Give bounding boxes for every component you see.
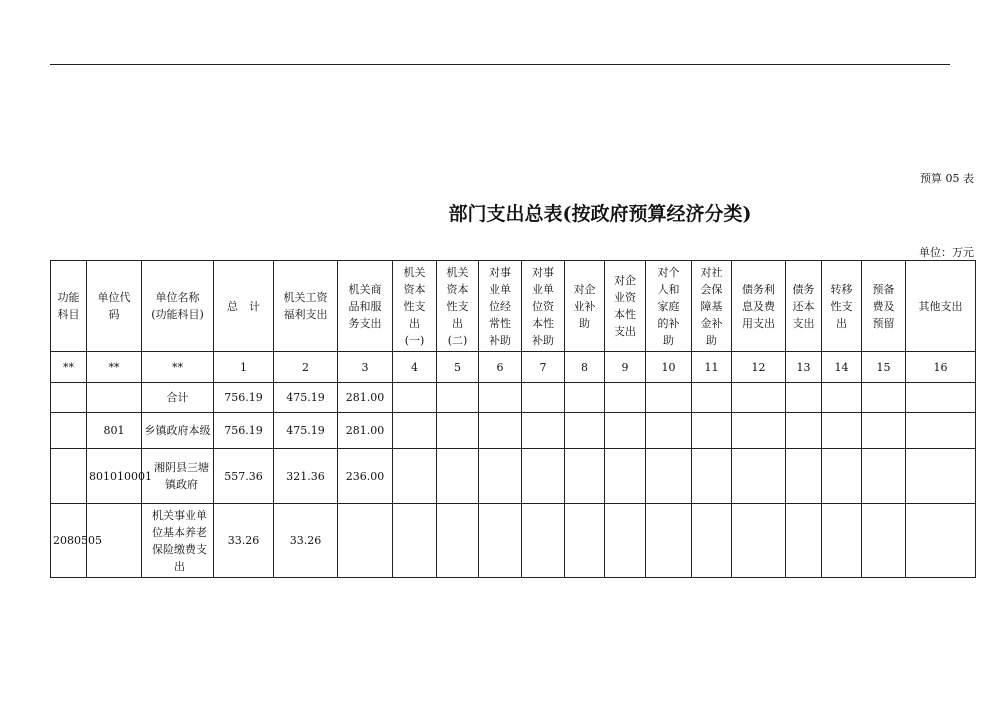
total-cell: 33.26 [214,504,274,578]
wage-cell: 475.19 [274,413,338,449]
page-title: 部门支出总表(按政府预算经济分类) [448,203,752,225]
index-row [51,352,976,383]
index-cell: 12 [732,352,786,383]
unit-name-cell: 湘阴县三塘镇政府 [142,449,214,504]
table-row [51,449,976,504]
goods-cell: 236.00 [338,449,393,504]
header-cell: 机关工资 福利支出 [274,261,338,352]
index-cell: 7 [522,352,565,383]
index-cell: 9 [605,352,646,383]
total-cell: 756.19 [214,383,274,413]
index-cell: ** [87,352,142,383]
header-cell: 单位名称 (功能科目) [142,261,214,352]
index-cell: 3 [338,352,393,383]
unit-label: 单位：万元 [919,246,974,259]
header-cell: 转移 性支 出 [822,261,862,352]
header-cell: 对事 业单 位资 本性 补助 [522,261,565,352]
header-cell: 债务 还本 支出 [786,261,822,352]
index-cell: 4 [393,352,437,383]
index-cell: 13 [786,352,822,383]
index-cell: 5 [437,352,479,383]
index-cell: 2 [274,352,338,383]
index-cell: 16 [906,352,976,383]
header-cell: 单位代 码 [87,261,142,352]
index-cell: 15 [862,352,906,383]
header-cell: 总 计 [214,261,274,352]
func-code-cell [51,383,87,413]
header-cell: 对个 人和 家庭 的补 助 [646,261,692,352]
header-cell: 预备 费及 预留 [862,261,906,352]
wage-cell: 475.19 [274,383,338,413]
header-cell: 机关 资本 性支 出 (一) [393,261,437,352]
index-cell: 10 [646,352,692,383]
func-code-cell [51,449,87,504]
table-row [51,413,976,449]
goods-cell: 281.00 [338,413,393,449]
func-code-cell: 2080505 [51,504,87,578]
wage-cell: 321.36 [274,449,338,504]
index-cell: 11 [692,352,732,383]
table-row [51,383,976,413]
index-cell: 1 [214,352,274,383]
form-number: 预算 05 表 [920,172,974,185]
index-cell: ** [51,352,87,383]
index-cell: 8 [565,352,605,383]
unit-name-cell: 乡镇政府本级 [142,413,214,449]
expenditure-table [50,260,976,578]
index-cell: 6 [479,352,522,383]
unit-name-cell: 合计 [142,383,214,413]
unit-name-cell: 机关事业单位基本养老保险缴费支出 [142,504,214,578]
wage-cell: 33.26 [274,504,338,578]
goods-cell [338,504,393,578]
func-code-cell [51,413,87,449]
total-cell: 557.36 [214,449,274,504]
header-cell: 对企 业资 本性 支出 [605,261,646,352]
header-cell: 对事 业单 位经 常性 补助 [479,261,522,352]
index-cell: 14 [822,352,862,383]
header-cell: 机关 资本 性支 出 (二) [437,261,479,352]
header-cell: 债务利 息及费 用支出 [732,261,786,352]
table-row [51,504,976,578]
header-cell: 功能 科目 [51,261,87,352]
unit-code-cell: 801 [87,413,142,449]
total-cell: 756.19 [214,413,274,449]
header-cell: 对企 业补 助 [565,261,605,352]
top-rule [50,64,950,65]
unit-code-cell [87,383,142,413]
header-cell: 其他支出 [906,261,976,352]
header-cell: 对社 会保 障基 金补 助 [692,261,732,352]
header-row [51,261,976,352]
index-cell: ** [142,352,214,383]
header-cell: 机关商 品和服 务支出 [338,261,393,352]
goods-cell: 281.00 [338,383,393,413]
unit-code-cell: 801010001 [87,449,142,504]
